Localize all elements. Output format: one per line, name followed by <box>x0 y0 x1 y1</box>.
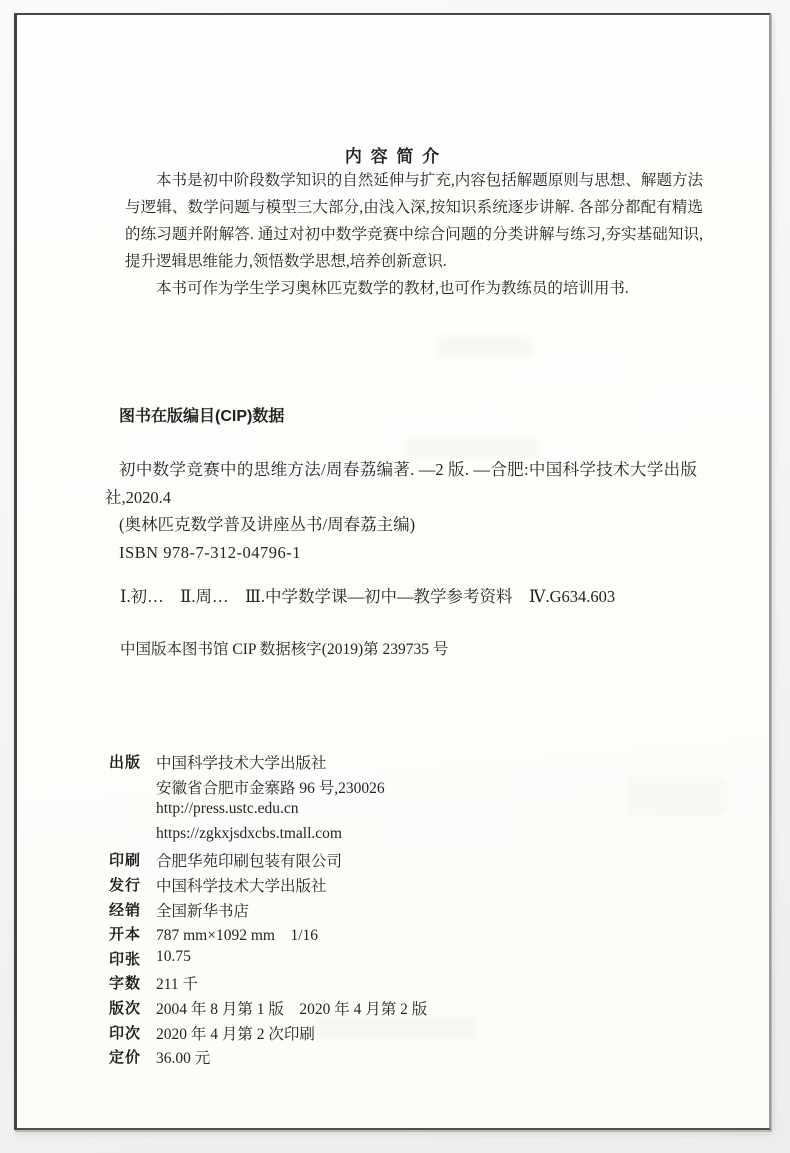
cip-classification: Ⅰ.初… Ⅱ.周… Ⅲ.中学数学课—初中—教学参考资料 Ⅳ.G634.603 <box>120 587 616 606</box>
distributor-name: 中国科学技术大学出版社 <box>156 877 327 895</box>
colophon-label: 开本 <box>109 926 142 944</box>
colophon-row-publisher <box>109 751 709 776</box>
colophon-row-seller <box>109 899 709 924</box>
publisher-store-url: https://zgkxjsdxcbs.tmall.com <box>156 824 342 842</box>
colophon-row-address <box>109 776 709 801</box>
cip-entry: 初中数学竞赛中的思维方法/周春荔编著. —2 版. —合肥:中国科学技术大学出版社,2020.4 <box>105 460 697 507</box>
book-page <box>14 13 771 1130</box>
colophon-row-url-tmall <box>109 825 709 850</box>
colophon-row-price <box>109 1046 709 1071</box>
colophon-row-printer <box>109 849 709 874</box>
cip-record-number: 中国版本图书馆 CIP 数据核字(2019)第 239735 号 <box>120 641 449 658</box>
colophon-label: 定价 <box>109 1049 142 1067</box>
cip-series-note: (奥林匹克数学普及讲座丛书/周春荔主编) <box>119 515 416 534</box>
printed-sheets: 10.75 <box>156 947 191 965</box>
printing-info: 2020 年 4 月第 2 次印刷 <box>156 1025 315 1043</box>
word-count: 211 千 <box>156 976 199 994</box>
price: 36.00 元 <box>156 1050 211 1068</box>
colophon-label: 经销 <box>109 901 142 919</box>
colophon-label: 印次 <box>109 1024 142 1042</box>
colophon <box>109 751 709 1071</box>
colophon-label: 印张 <box>109 950 142 968</box>
ink-bleedthrough-ghost <box>407 439 537 457</box>
isbn-number: ISBN 978-7-312-04796-1 <box>119 542 301 562</box>
content-intro-paragraph-2: 本书可作为学生学习奥林匹克数学的教材,也可作为教练员的培训用书. <box>156 280 629 297</box>
colophon-label: 印刷 <box>109 852 142 870</box>
publisher-website-url: http://press.ustc.edu.cn <box>156 800 299 818</box>
colophon-row-edition <box>109 997 709 1022</box>
content-intro-heading: 内 容 简 介 <box>344 147 442 166</box>
printer-name: 合肥华苑印刷包装有限公司 <box>156 853 343 871</box>
colophon-row-printing <box>109 1022 709 1047</box>
edition-info: 2004 年 8 月第 1 版 2020 年 4 月第 2 版 <box>156 1000 428 1018</box>
cip-block <box>105 456 745 566</box>
colophon-label: 字数 <box>109 975 142 993</box>
colophon-label: 版次 <box>109 999 142 1017</box>
cip-heading: 图书在版编目(CIP)数据 <box>119 408 285 425</box>
colophon-label: 发行 <box>109 876 142 894</box>
colophon-row-wordcount <box>109 972 709 997</box>
publisher-address: 安徽省合肥市金寨路 96 号,230026 <box>156 779 385 797</box>
publisher-name: 中国科学技术大学出版社 <box>156 755 327 772</box>
colophon-label: 出版 <box>109 754 142 771</box>
colophon-row-distributor <box>109 874 709 899</box>
content-intro-body <box>125 167 703 302</box>
book-format: 787 mm×1092 mm 1/16 <box>156 927 319 945</box>
seller-name: 全国新华书店 <box>156 902 250 920</box>
ink-bleedthrough-ghost <box>437 337 532 357</box>
colophon-row-sheets <box>109 948 709 973</box>
colophon-row-url-press <box>109 800 709 825</box>
colophon-row-format <box>109 923 709 948</box>
content-intro-paragraph-1: 本书是初中阶段数学知识的自然延伸与扩充,内容包括解题原则与思想、解题方法与逻辑、数学问题与模型三大部分,由浅入深,按知识系统逐步讲解. 各部分都配有精选的练习题并附解答. 通过对初中数学竞赛中综合问题的分类讲解与练习,夯实基础知识,提升逻辑思维能力,领悟数学思想,培养创新意识. <box>125 172 703 270</box>
